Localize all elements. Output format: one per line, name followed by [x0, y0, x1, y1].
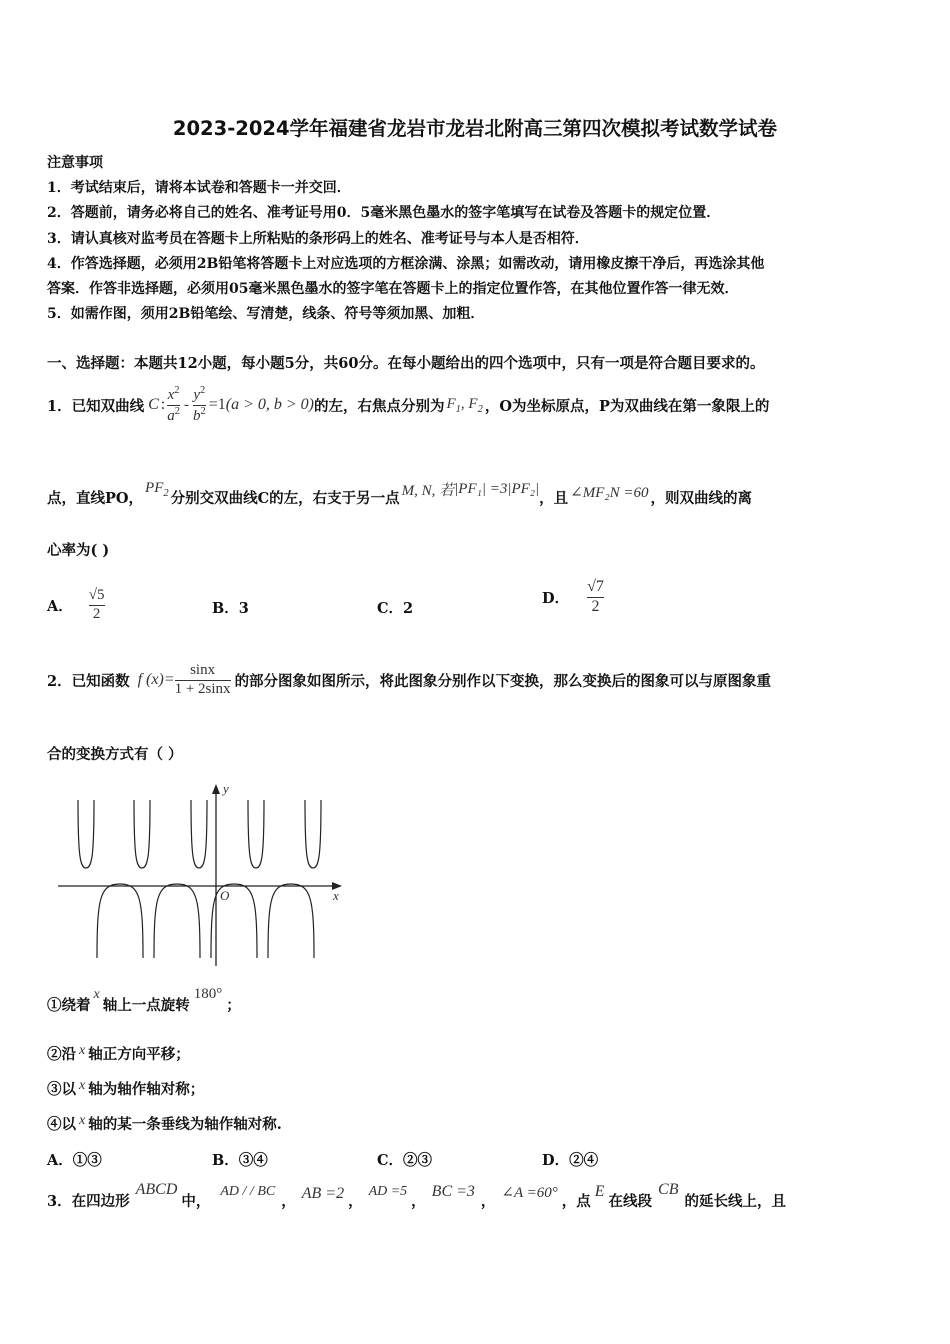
math-a: a	[167, 407, 175, 424]
option-D[interactable]: D． $\frac{√7}{2}$	[542, 578, 604, 615]
option-D[interactable]: D．②④	[542, 1152, 599, 1169]
math-AD: AD =5	[368, 1184, 408, 1199]
math-ABCD: ABCD	[135, 1181, 178, 1198]
math-PF2: $PF_2$	[145, 479, 169, 499]
math-BC: BC =3	[431, 1183, 475, 1200]
question-1-line-2	[47, 478, 752, 516]
question-3-line-1: 3．在四边形 ABCD 中， AD / / BC ， AB =2 ， AD =5 ， BC =3 ， ∠A =60° ，点 E 在线段 CB 的延长线上，且	[47, 1181, 786, 1210]
math-x-var: x	[93, 987, 100, 1002]
q2-item-2: ②沿 x 轴正方向平移；	[47, 1042, 190, 1063]
math-x-var: x	[79, 1042, 86, 1058]
option-C[interactable]: C．2	[377, 600, 414, 617]
option-A[interactable]: A．①③	[47, 1152, 102, 1169]
notice-item: 5．如需作图，须用2B铅笔绘、写清楚，线条、符号等须加黑、加粗．	[47, 306, 485, 322]
option-C[interactable]: C．②③	[377, 1152, 433, 1169]
q1-text-2: ，O为坐标原点，P为双曲线在第一象限上的	[484, 397, 770, 415]
upper-branch	[248, 800, 264, 868]
q1-number: 1．已知双曲线	[47, 397, 145, 415]
lower-branch	[211, 884, 257, 958]
math-angle: ∠MF₂N =60	[570, 484, 649, 501]
math-MN: M, N, 若	[401, 482, 455, 499]
math-x-var: x	[79, 1077, 86, 1093]
notice-item: 1．考试结束后，请将本试卷和答题卡一并交回．	[47, 180, 351, 196]
math-foci: $F_1$, $F_2$	[446, 395, 483, 415]
notice-item: 答案．作答非选择题，必须用05毫米黑色墨水的签字笔在答题卡上的指定位置作答，在其他位置作答一律无效．	[47, 281, 739, 297]
upper-branches	[78, 800, 321, 868]
question-1-line-1	[47, 380, 769, 430]
fraction-x2-a2: $\frac{x^2}{a^2}$	[167, 385, 180, 424]
math-b: b	[192, 407, 201, 424]
math-condition: (a > 0, b > 0)	[225, 396, 314, 413]
math-relation: |PF₁| =3|PF₂|	[454, 480, 540, 497]
q2-item-1: ①绕着 x 轴上一点旋转 180° ；	[47, 985, 241, 1014]
upper-branch	[78, 800, 94, 868]
lower-branch	[268, 884, 314, 958]
lower-branch	[154, 884, 200, 958]
question-2-line-2: 合的变换方式有（ ）	[47, 746, 183, 763]
math-eq-1: =1	[208, 396, 226, 413]
upper-branch	[305, 800, 321, 868]
math-x-var: x	[79, 1112, 86, 1128]
upper-branch	[191, 800, 207, 868]
function-graph	[50, 780, 350, 970]
q1-text-1: 的左，右焦点分别为	[314, 397, 445, 415]
question-1-line-3: 心率为( )	[47, 542, 110, 559]
notice-item: 4．作答选择题，必须用2B铅笔将答题卡上对应选项的方框涂满、涂黑；如需改动，请用橡皮擦干净后，再选涂其他	[47, 256, 765, 272]
math-minus: -	[183, 396, 189, 413]
math-CB: CB	[658, 1181, 679, 1198]
notice-item: 3．请认真核对监考员在答题卡上所粘贴的条形码上的姓名、准考证号与本人是否相符．	[47, 231, 589, 247]
q1-text-4: 分别交双曲线C的左，右支于另一点	[170, 489, 400, 507]
notice-heading: 注意事项	[47, 155, 103, 171]
math-y: y	[193, 387, 201, 404]
option-B[interactable]: B．3	[212, 600, 249, 617]
option-B[interactable]: B．③④	[212, 1152, 268, 1169]
fraction-sinx: $\frac{\sin x}{1 + 2\sin x}$	[174, 662, 231, 697]
y-axis-label: y	[223, 781, 229, 796]
fraction-sqrt7-2: $\frac{√7}{2}$	[587, 578, 604, 615]
fraction-y2-b2: $\frac{y^2}{b^2}$	[192, 385, 206, 424]
upper-branch	[134, 800, 150, 868]
q2-text-1: 的部分图象如图所示，将此图象分别作以下变换，那么变换后的图象可以与原图象重	[234, 672, 772, 690]
q1-text-5: ，且	[539, 489, 569, 507]
math-colon: :	[160, 396, 166, 413]
q2-item-3: ③以 x 轴为轴作轴对称；	[47, 1077, 205, 1098]
math-180: 180°	[193, 985, 223, 1002]
notice-item: 2．答题前，请务必将自己的姓名、准考证号用0．5毫米黑色墨水的签字笔填写在试卷及答题卡的规定位置．	[47, 205, 721, 221]
math-C: C	[148, 396, 159, 413]
question-2-line-1	[47, 654, 771, 706]
math-parallel: AD / / BC	[220, 1184, 276, 1199]
page-title: 2023-2024学年福建省龙岩市龙岩北附高三第四次模拟考试数学试卷	[172, 117, 778, 140]
y-axis-arrow	[212, 784, 220, 794]
lower-branches	[97, 884, 314, 958]
origin-label: O	[220, 888, 230, 903]
math-x: x	[167, 387, 175, 404]
x-axis-label: x	[333, 888, 339, 903]
option-A[interactable]: A． $\frac{√5}{2}$	[47, 587, 105, 622]
q2-number: 2．已知函数	[47, 672, 130, 690]
math-AB: AB =2	[301, 1185, 345, 1202]
math-E: E	[594, 1183, 605, 1200]
fraction-sqrt5-2: $\frac{√5}{2}$	[88, 587, 105, 622]
math-f: f (x)=	[137, 671, 175, 688]
math-angleA: ∠A =60°	[501, 1184, 558, 1201]
q2-item-4: ④以 x 轴的某一条垂线为轴作轴对称.	[47, 1112, 282, 1133]
lower-branch	[97, 884, 143, 958]
q1-text-6: ，则双曲线的离	[650, 489, 752, 507]
q3-number: 3．在四边形	[47, 1192, 130, 1210]
section-heading: 一、选择题：本题共12小题，每小题5分，共60分。在每小题给出的四个选项中，只有一项是符合题目要求的。	[47, 355, 765, 372]
q1-text-3: 点，直线PO，	[47, 489, 144, 507]
